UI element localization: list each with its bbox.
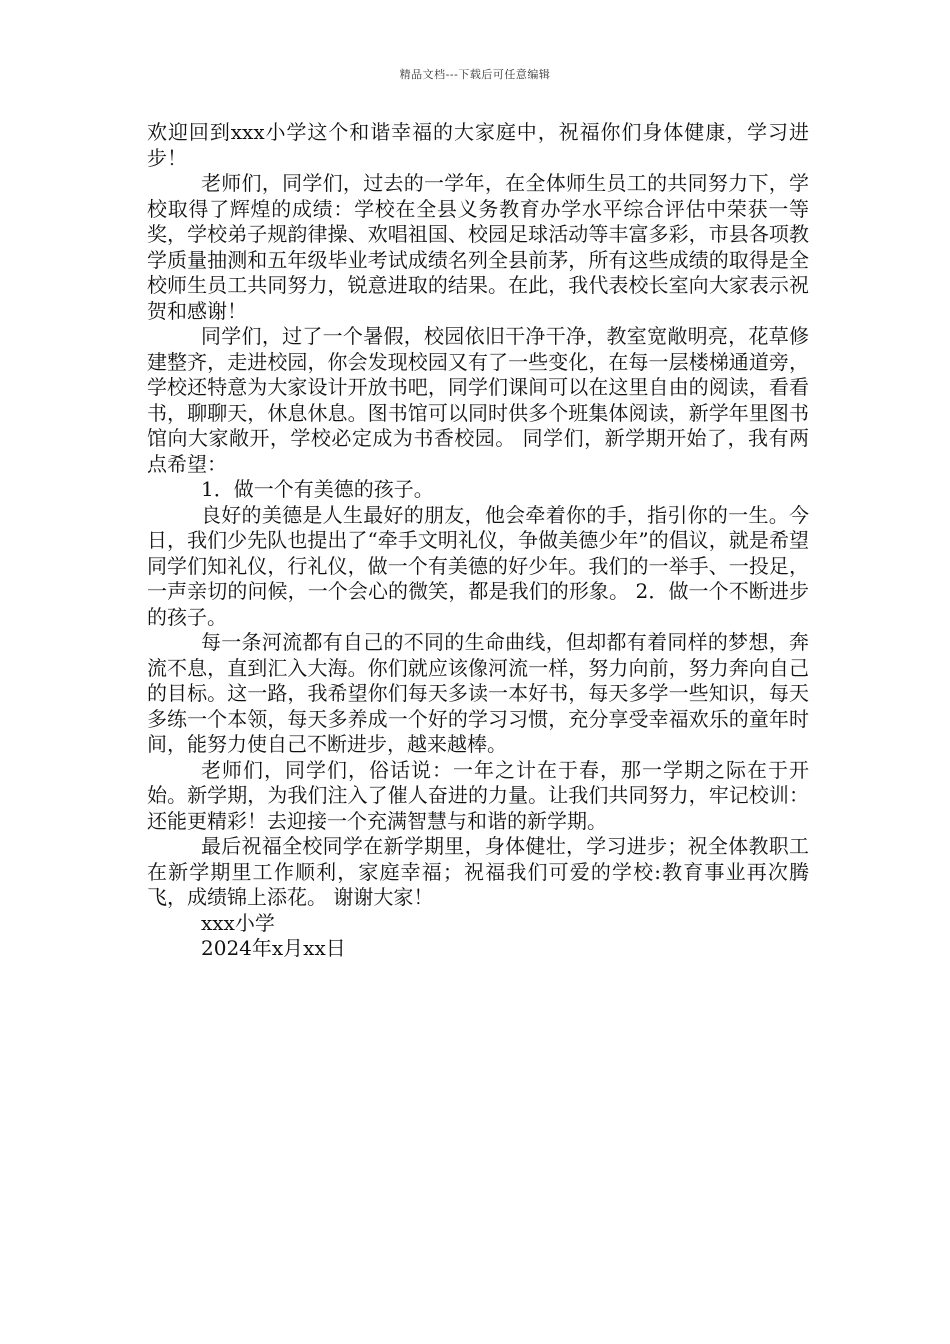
paragraph-hope-1: 1．做一个有美德的孩子。 — [201, 477, 434, 501]
paragraph-achievements: 老师们，同学们，过去的一学年，在全体师生员工的共同努力下，学校取得了辉煌的成绩：学校在全县义务教育办学水平综合评估中荣获一等奖，学校弟子规韵律操、欢唱祖国、校园足球活动等丰富多彩，市县各项教学质量抽测和五年级毕业考试成绩名列全县前茅，所有这些成绩的取得是全校师生员工共同努力，锐意进取的结果。在此，我代表校长室向大家表示祝贺和感谢！ — [147, 171, 809, 323]
paragraph-new-term: 老师们，同学们，俗话说：一年之计在于春，那一学期之际在于开始。新学期，为我们注入了催人奋进的力量。让我们共同努力，牢记校训：还能更精彩！去迎接一个充满智慧与和谐的新学期。 — [147, 757, 809, 833]
paragraph-blessing: 最后祝福全校同学在新学期里，身体健壮，学习进步；祝全体教职工在新学期里工作顺利，家庭幸福；祝福我们可爱的学校:教育事业再次腾飞，成绩锦上添花。 谢谢大家！ — [147, 834, 809, 909]
signature-school: xxx小学 — [201, 910, 275, 935]
paragraph-welcome: 欢迎回到xxx小学这个和谐幸福的大家庭中，祝福你们身体健康，学习进步！ — [147, 120, 809, 170]
paragraph-campus: 同学们，过了一个暑假，校园依旧干净干净，教室宽敞明亮，花草修建整齐，走进校园，你会发现校园又有了一些变化，在每一层楼梯通道旁，学校还特意为大家设计开放书吧，同学们课间可以在这里自由的阅读，看看书，聊聊天，休息休息。图书馆可以同时供多个班集体阅读，新学年里图书馆向大家敞开，学校必定成为书香校园。 同学们，新学期开始了，我有两点希望： — [147, 324, 809, 476]
paragraph-virtue: 良好的美德是人生最好的朋友，他会牵着你的手，指引你的一生。今日，我们少先队也提出了“牵手文明礼仪，争做美德少年”的倡议，就是希望同学们知礼仪，行礼仪，做一个有美德的好少年。我们的一举手、一投足，一声亲切的问候，一个会心的微笑，都是我们的形象。 2．做一个不断进步的孩子。 — [147, 502, 809, 629]
document-header: 精品文档---下载后可任意编辑 — [399, 68, 551, 81]
paragraph-river: 每一条河流都有自己的不同的生命曲线，但却都有着同样的梦想，奔流不息，直到汇入大海。你们就应该像河流一样，努力向前，努力奔向自己的目标。这一路，我希望你们每天多读一本好书，每天多学一些知识，每天多练一个本领，每天多养成一个好的学习习惯，充分享受幸福欢乐的童年时间，能努力使自己不断进步，越来越棒。 — [147, 630, 809, 756]
signature-date: 2024年x月xx日 — [201, 936, 346, 960]
document-body — [147, 120, 809, 962]
